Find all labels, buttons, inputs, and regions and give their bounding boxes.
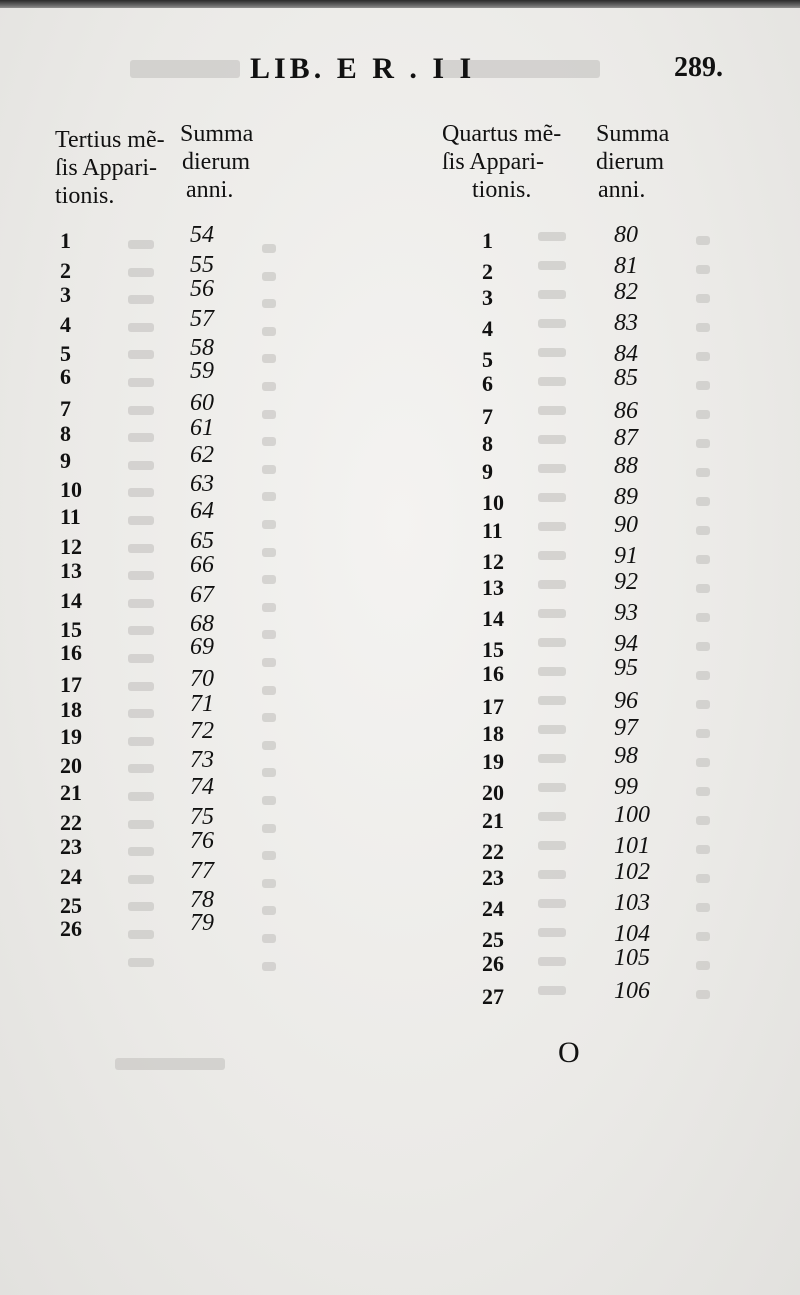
day-sum: 94 (614, 631, 638, 657)
row-number: 1 (60, 228, 71, 253)
bleed-through-mark (696, 497, 710, 506)
bleed-through-mark (128, 461, 154, 470)
day-sum: 65 (190, 527, 214, 554)
day-sum: 54 (190, 222, 214, 248)
day-sum: 63 (190, 471, 214, 498)
bleed-through-mark (696, 729, 710, 738)
bleed-through-mark (262, 299, 276, 308)
row-number: 23 (60, 834, 82, 860)
day-sum: 69 (190, 634, 214, 660)
row-number: 21 (60, 780, 82, 805)
bleed-through-mark (696, 903, 710, 912)
bleed-through-mark (128, 433, 154, 442)
bleed-through-mark (538, 812, 566, 821)
day-sum: 87 (614, 425, 638, 451)
bleed-through-mark (262, 686, 276, 695)
bleed-through-mark (262, 603, 276, 612)
bleed-through-mark (262, 630, 276, 639)
row-number: 14 (482, 606, 504, 631)
bleed-through-mark (538, 638, 566, 647)
day-sum: 78 (190, 887, 214, 914)
day-sum: 85 (614, 365, 638, 391)
bleed-through-mark (262, 879, 276, 888)
bleed-through-mark (262, 658, 276, 667)
bleed-through-mark (696, 613, 710, 622)
bleed-through-mark (538, 348, 566, 357)
bleed-through-mark (262, 934, 276, 943)
bleed-through-mark (128, 875, 154, 884)
bleed-through-mark (538, 580, 566, 589)
row-number: 25 (482, 927, 504, 952)
bleed-through-mark (262, 713, 276, 722)
bleed-through-mark (262, 272, 276, 281)
bleed-through-mark (538, 319, 566, 328)
bleed-through-mark (538, 464, 566, 473)
row-number: 27 (482, 984, 504, 1009)
day-sum: 66 (190, 552, 214, 579)
bleed-through-mark (538, 551, 566, 560)
page-number: 289. (674, 52, 723, 83)
bleed-through-mark (262, 548, 276, 557)
row-number: 16 (60, 640, 82, 665)
bleed-through-mark (696, 265, 710, 274)
bleed-through-mark (128, 958, 154, 967)
bleed-through-mark (262, 575, 276, 584)
day-sum: 56 (190, 276, 214, 303)
left-col2-heading-line: Summa (180, 121, 254, 147)
row-number: 18 (60, 697, 82, 723)
day-sum: 90 (614, 512, 638, 538)
bleed-through-mark (128, 268, 154, 277)
day-sum: 57 (190, 305, 214, 332)
bleed-through-mark (128, 488, 154, 497)
day-sum: 73 (190, 747, 214, 774)
day-sum: 60 (190, 389, 214, 416)
day-sum: 70 (190, 665, 214, 692)
row-number: 13 (60, 558, 82, 584)
day-sum: 81 (614, 253, 638, 279)
right-col1-heading-line: Quartus mẽ- (442, 121, 562, 147)
bleed-through-mark (696, 932, 710, 941)
day-sum: 105 (614, 945, 650, 971)
bleed-through-mark (262, 382, 276, 391)
row-number: 21 (482, 808, 504, 833)
bleed-through-mark (538, 725, 566, 734)
bleed-through-mark (538, 899, 566, 908)
bleed-through-mark (262, 492, 276, 501)
bleed-through-mark (696, 642, 710, 651)
day-sum: 100 (614, 802, 650, 828)
row-number: 19 (482, 749, 504, 774)
row-number: 8 (482, 431, 493, 456)
bleed-through-mark (538, 783, 566, 792)
day-sum: 55 (190, 251, 214, 278)
day-sum: 93 (614, 600, 638, 626)
row-number: 2 (482, 259, 493, 284)
bleed-through-mark (262, 824, 276, 833)
row-number: 7 (482, 404, 493, 429)
day-sum: 99 (614, 774, 638, 800)
row-number: 9 (482, 459, 493, 484)
row-number: 18 (482, 721, 504, 746)
bleed-through-mark (696, 439, 710, 448)
left-col1-heading-line: ſis Appari- (55, 155, 157, 181)
bleed-through-mark (262, 741, 276, 750)
bleed-through-mark (128, 764, 154, 773)
bleed-through-mark (696, 526, 710, 535)
row-number: 4 (482, 316, 493, 341)
bleed-through-mark (538, 986, 566, 995)
bleed-through-mark (538, 754, 566, 763)
bleed-through-mark (128, 654, 154, 663)
bleed-through-mark (538, 609, 566, 618)
row-number: 12 (482, 549, 504, 574)
left-col2-heading (180, 120, 253, 204)
row-number: 8 (60, 421, 71, 447)
day-sum: 103 (614, 890, 650, 916)
bleed-through-mark (696, 874, 710, 883)
row-number: 11 (60, 504, 81, 529)
day-sum: 74 (190, 774, 214, 800)
row-number: 15 (482, 637, 504, 662)
row-number: 14 (60, 587, 82, 613)
day-sum: 86 (614, 398, 638, 424)
bleed-through-mark (128, 930, 154, 939)
left-col1-heading-line: tionis. (55, 183, 115, 209)
bleed-through-mark (128, 737, 154, 746)
bleed-through-mark (538, 261, 566, 270)
bleed-through-mark (128, 544, 154, 553)
bleed-through-mark (538, 493, 566, 502)
row-number: 9 (60, 447, 71, 473)
bleed-through-mark (128, 902, 154, 911)
bleed-through-mark (696, 845, 710, 854)
bleed-through-mark (128, 350, 154, 359)
day-sum: 95 (614, 655, 638, 681)
bleed-through-mark (128, 682, 154, 691)
bleed-through-mark (262, 962, 276, 971)
row-number: 1 (482, 228, 493, 253)
bleed-through-mark (538, 841, 566, 850)
bleed-through-mark (262, 768, 276, 777)
left-col2-heading-line: dierum (182, 149, 250, 175)
day-sum: 71 (190, 691, 214, 718)
bleed-through-mark (262, 410, 276, 419)
row-number: 17 (482, 694, 504, 719)
row-number: 20 (60, 753, 82, 779)
day-sum: 102 (614, 859, 650, 885)
day-sum: 83 (614, 310, 638, 336)
bleed-through-mark (262, 437, 276, 446)
row-number: 24 (482, 896, 504, 921)
row-number: 10 (482, 490, 504, 515)
bleed-through-mark (696, 700, 710, 709)
bleed-through-mark (128, 599, 154, 608)
bleed-through-mark (128, 295, 154, 304)
row-number: 26 (482, 951, 504, 976)
row-number: 20 (482, 780, 504, 805)
bleed-through-mark (696, 236, 710, 245)
day-sum: 67 (190, 581, 214, 608)
bleed-through-mark (128, 820, 154, 829)
bleed-through-mark (538, 406, 566, 415)
bleed-through-mark (128, 240, 154, 249)
bleed-through-mark (128, 323, 154, 332)
bleed-through-mark (128, 571, 154, 580)
day-sum: 98 (614, 743, 638, 769)
day-sum: 104 (614, 921, 650, 947)
catchword: O (558, 1036, 580, 1069)
day-sum: 77 (190, 857, 214, 884)
bleed-through-mark (262, 851, 276, 860)
bleed-through-mark (262, 354, 276, 363)
row-number: 24 (60, 863, 82, 889)
row-number: 5 (482, 347, 493, 372)
bleed-through-mark (262, 796, 276, 805)
bleed-through-mark (128, 792, 154, 801)
bleed-through-mark (696, 468, 710, 477)
right-col1-heading-line: ſis Appari- (442, 149, 544, 175)
row-number: 10 (60, 477, 82, 503)
row-number: 12 (60, 533, 82, 559)
bleed-through-mark (262, 906, 276, 915)
bleed-through-mark (538, 522, 566, 531)
row-number: 6 (60, 364, 71, 389)
day-sum: 96 (614, 688, 638, 714)
day-sum: 97 (614, 715, 638, 741)
day-sum: 106 (614, 978, 650, 1004)
row-number: 22 (60, 809, 82, 835)
bleed-through-mark (128, 516, 154, 525)
day-sum: 79 (190, 910, 214, 936)
bleed-through-mark (538, 290, 566, 299)
day-sum: 68 (190, 611, 214, 638)
row-number: 17 (60, 671, 82, 697)
bleed-through-mark (262, 327, 276, 336)
bleed-through-mark (696, 787, 710, 796)
day-sum: 72 (190, 717, 214, 744)
day-sum: 82 (614, 279, 638, 305)
row-number: 25 (60, 893, 82, 919)
right-col2-heading (596, 120, 669, 204)
right-col2-heading-line: dierum (596, 149, 664, 175)
bleed-through-mark (262, 520, 276, 529)
bleed-through-mark (696, 671, 710, 680)
bleed-through-mark (538, 377, 566, 386)
bleed-through-mark (538, 928, 566, 937)
bleed-through-mark (538, 435, 566, 444)
row-number: 11 (482, 518, 503, 543)
bleed-through-mark (128, 847, 154, 856)
day-sum: 64 (190, 498, 214, 524)
bleed-through-mark (696, 410, 710, 419)
day-sum: 75 (190, 803, 214, 830)
bleed-through-mark (115, 1058, 225, 1070)
row-number: 22 (482, 839, 504, 864)
bleed-through-mark (262, 465, 276, 474)
bleed-through-mark (262, 244, 276, 253)
day-sum: 89 (614, 484, 638, 510)
row-number: 3 (60, 282, 71, 308)
bleed-through-mark (696, 990, 710, 999)
row-number: 2 (60, 257, 71, 283)
day-sum: 88 (614, 453, 638, 479)
row-number: 26 (60, 916, 82, 941)
row-number: 13 (482, 575, 504, 600)
bleed-through-mark (538, 957, 566, 966)
bleed-through-mark (538, 870, 566, 879)
row-number: 19 (60, 723, 82, 749)
day-sum: 80 (614, 222, 638, 248)
bleed-through-mark (128, 709, 154, 718)
bleed-through-mark (696, 323, 710, 332)
row-number: 7 (60, 395, 71, 421)
right-col2-heading-line: Summa (596, 121, 670, 147)
left-col2-heading-line: anni. (186, 177, 234, 203)
day-sum: 61 (190, 415, 214, 442)
left-col1-heading-line: Tertius mẽ- (55, 127, 165, 153)
day-sum: 58 (190, 335, 214, 362)
day-sum: 62 (190, 441, 214, 468)
day-sum: 76 (190, 828, 214, 855)
bleed-through-mark (128, 626, 154, 635)
row-number: 3 (482, 285, 493, 310)
day-sum: 101 (614, 833, 650, 859)
bleed-through-mark (696, 294, 710, 303)
bleed-through-mark (696, 816, 710, 825)
bleed-through-mark (128, 406, 154, 415)
right-col1-heading (442, 120, 561, 204)
row-number: 15 (60, 617, 82, 643)
bleed-through-mark (538, 696, 566, 705)
day-sum: 59 (190, 358, 214, 384)
row-number: 23 (482, 865, 504, 890)
bleed-through-mark (538, 667, 566, 676)
row-number: 6 (482, 371, 493, 396)
bleed-through-mark (130, 60, 240, 78)
bleed-through-mark (696, 381, 710, 390)
row-number: 5 (60, 341, 71, 367)
day-sum: 84 (614, 341, 638, 367)
bleed-through-mark (696, 555, 710, 564)
bleed-through-mark (696, 352, 710, 361)
bleed-through-mark (128, 378, 154, 387)
row-number: 4 (60, 311, 71, 337)
day-sum: 91 (614, 543, 638, 569)
bleed-through-mark (696, 584, 710, 593)
bleed-through-mark (696, 961, 710, 970)
bleed-through-mark (538, 232, 566, 241)
right-col1-heading-line: tionis. (472, 177, 532, 203)
running-head: LIB. E R . I I (250, 52, 476, 85)
left-col1-heading (55, 126, 165, 210)
row-number: 16 (482, 661, 504, 686)
right-col2-heading-line: anni. (598, 177, 646, 203)
bleed-through-mark (696, 758, 710, 767)
day-sum: 92 (614, 569, 638, 595)
